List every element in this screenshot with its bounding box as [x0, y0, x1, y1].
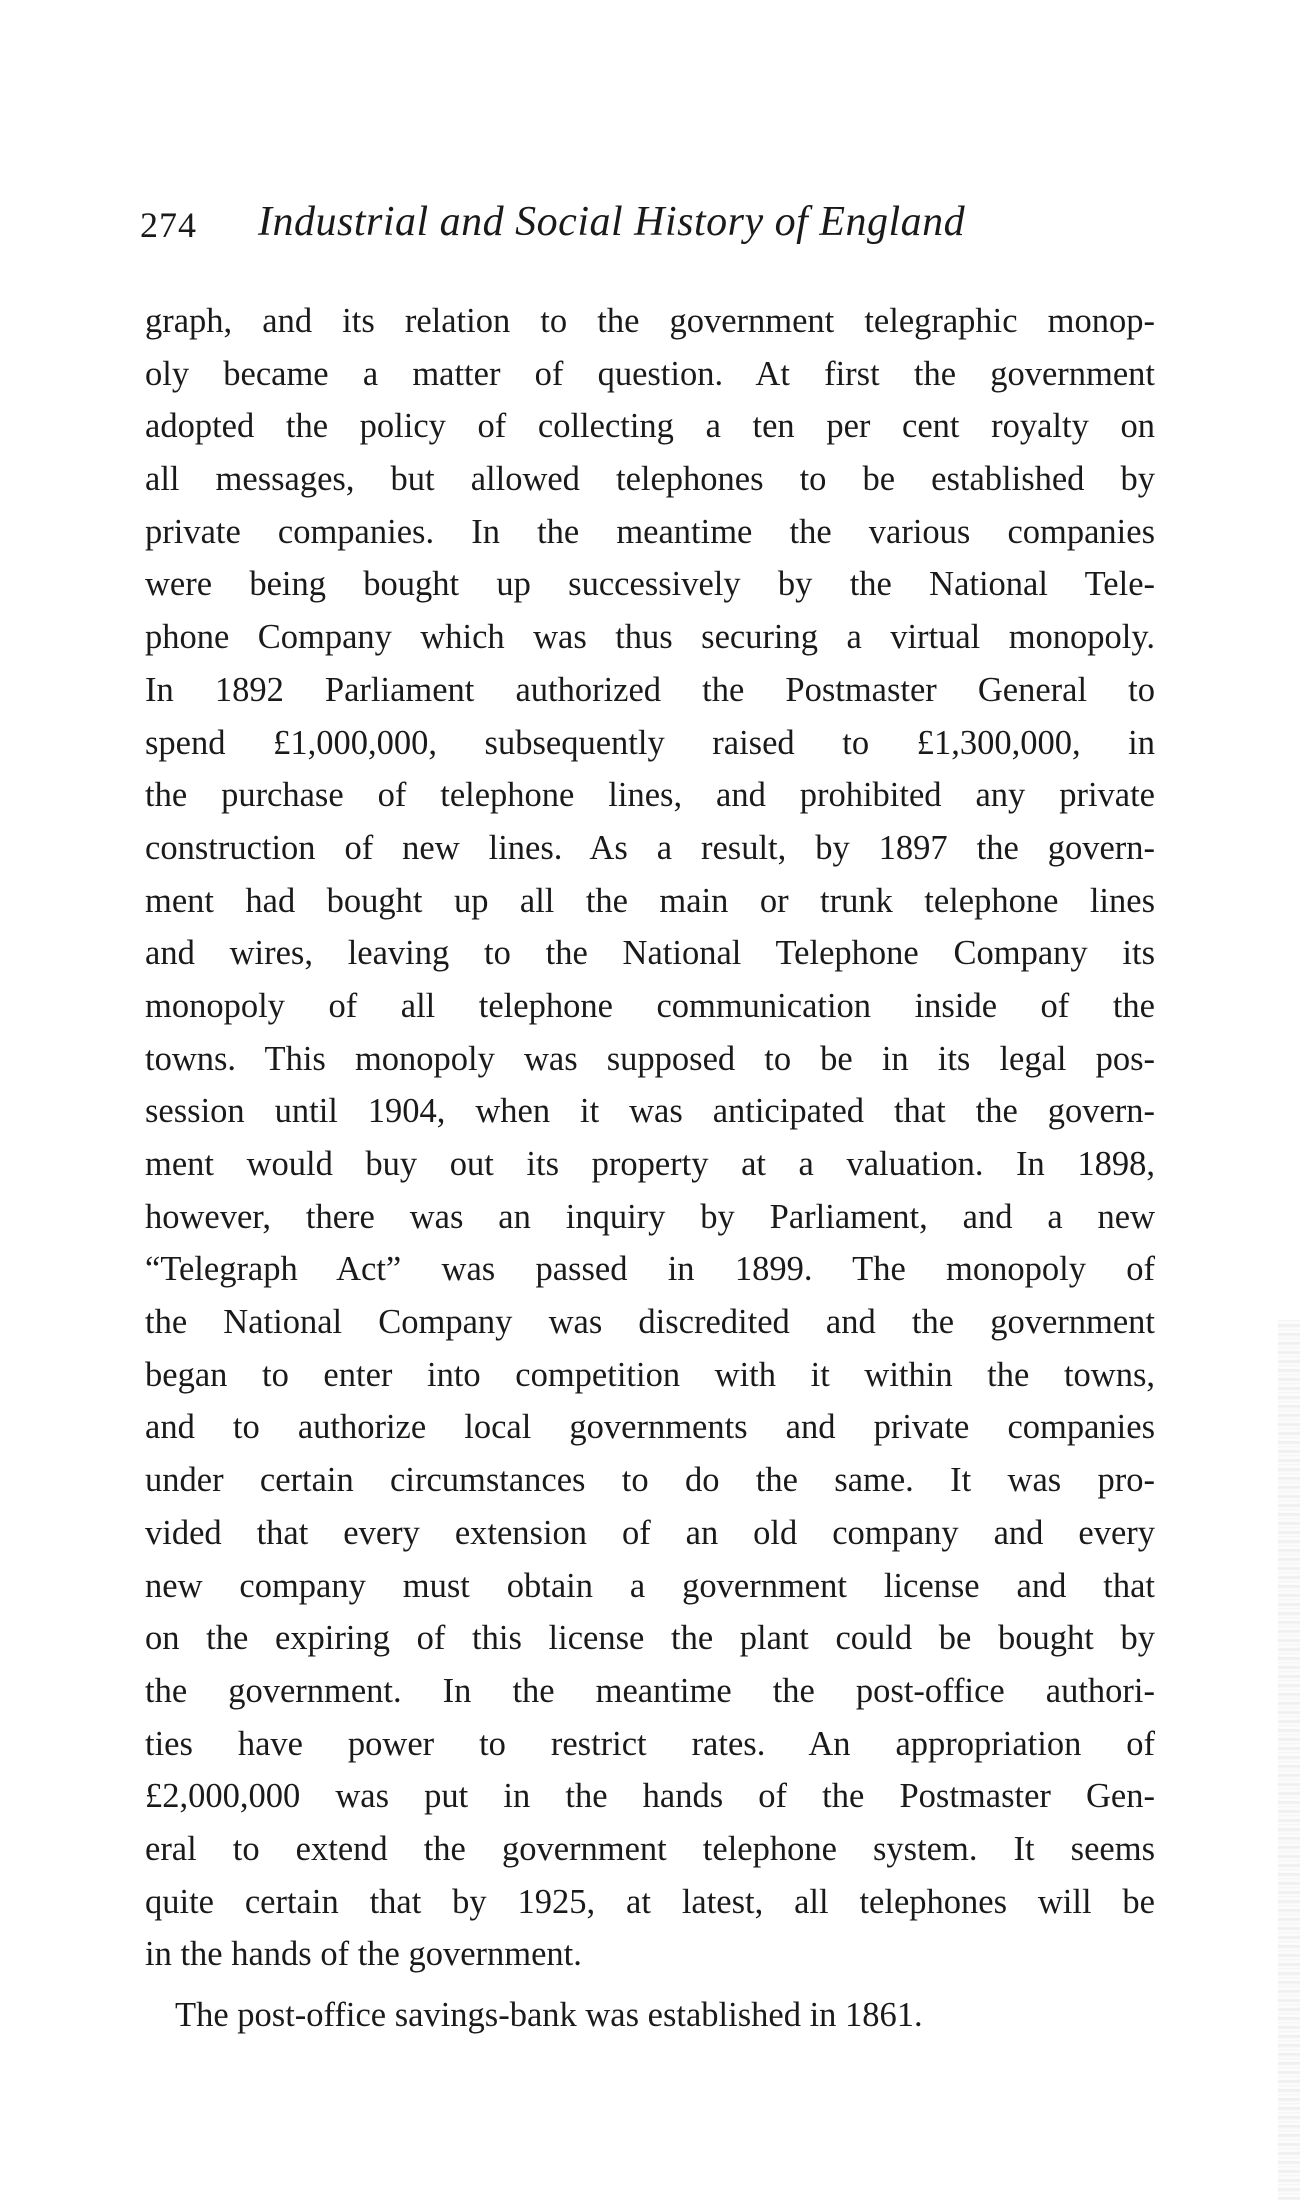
text-line: graph, and its relation to the government telegraphic monop- — [145, 302, 1155, 340]
text-line: were being bought up successively by the National Tele- — [145, 565, 1155, 604]
text-line: however, there was an inquiry by Parliament, and a new — [145, 1197, 1155, 1236]
text-line: the National Company was discredited and the government — [145, 1303, 1155, 1342]
text-line: all messages, but allowed telephones to be established by — [145, 460, 1155, 499]
text-line: towns. This monopoly was supposed to be in its legal pos- — [145, 1039, 1155, 1078]
next-paragraph-line: The post-office savings-bank was established in 1861. — [175, 1996, 923, 2034]
text-line: new company must obtain a government license and that — [145, 1566, 1155, 1605]
text-line: vided that every extension of an old company and every — [145, 1513, 1155, 1552]
text-line: the government. In the meantime the post-office authori- — [145, 1671, 1155, 1710]
text-line: adopted the policy of collecting a ten per cent royalty on — [145, 407, 1155, 446]
text-line: and to authorize local governments and private companies — [145, 1408, 1155, 1447]
text-line: monopoly of all telephone communication inside of the — [145, 986, 1155, 1025]
text-line: phone Company which was thus securing a virtual monopoly. — [145, 618, 1155, 657]
text-line: private companies. In the meantime the various companies — [145, 512, 1155, 551]
text-line: on the expiring of this license the plant could be bought by — [145, 1619, 1155, 1658]
page-number: 274 — [140, 205, 197, 245]
text-line: ment had bought up all the main or trunk telephone lines — [145, 881, 1155, 920]
text-line: In 1892 Parliament authorized the Postmaster General to — [145, 670, 1155, 709]
text-line: ment would buy out its property at a valuation. In 1898, — [145, 1145, 1155, 1183]
body-text — [145, 295, 1155, 2042]
text-line: session until 1904, when it was anticipated that the govern- — [145, 1092, 1155, 1131]
text-line: quite certain that by 1925, at latest, all telephones will be — [145, 1882, 1155, 1921]
text-line: the purchase of telephone lines, and prohibited any private — [145, 776, 1155, 815]
text-line: “Telegraph Act” was passed in 1899. The monopoly of — [145, 1250, 1155, 1289]
paragraph-gap — [145, 1981, 1155, 1989]
book-title: Industrial and Social History of England — [258, 199, 966, 245]
text-line: oly became a matter of question. At first the government — [145, 354, 1155, 393]
text-line: spend £1,000,000, subsequently raised to £1,300,000, in — [145, 723, 1155, 762]
text-line: under certain circumstances to do the same. It was pro- — [145, 1461, 1155, 1500]
running-head — [140, 198, 1080, 258]
text-line: began to enter into competition with it within the towns, — [145, 1355, 1155, 1394]
text-line: construction of new lines. As a result, by 1897 the govern- — [145, 828, 1155, 867]
text-line-paragraph-end: in the hands of the government. — [145, 1935, 582, 1974]
text-line: £2,000,000 was put in the hands of the Postmaster Gen- — [145, 1777, 1155, 1816]
text-line: eral to extend the government telephone system. It seems — [145, 1829, 1155, 1868]
text-line: ties have power to restrict rates. An appropriation of — [145, 1724, 1155, 1763]
text-line: and wires, leaving to the National Telephone Company its — [145, 934, 1155, 973]
page-edge-shadow — [1278, 1320, 1300, 2200]
